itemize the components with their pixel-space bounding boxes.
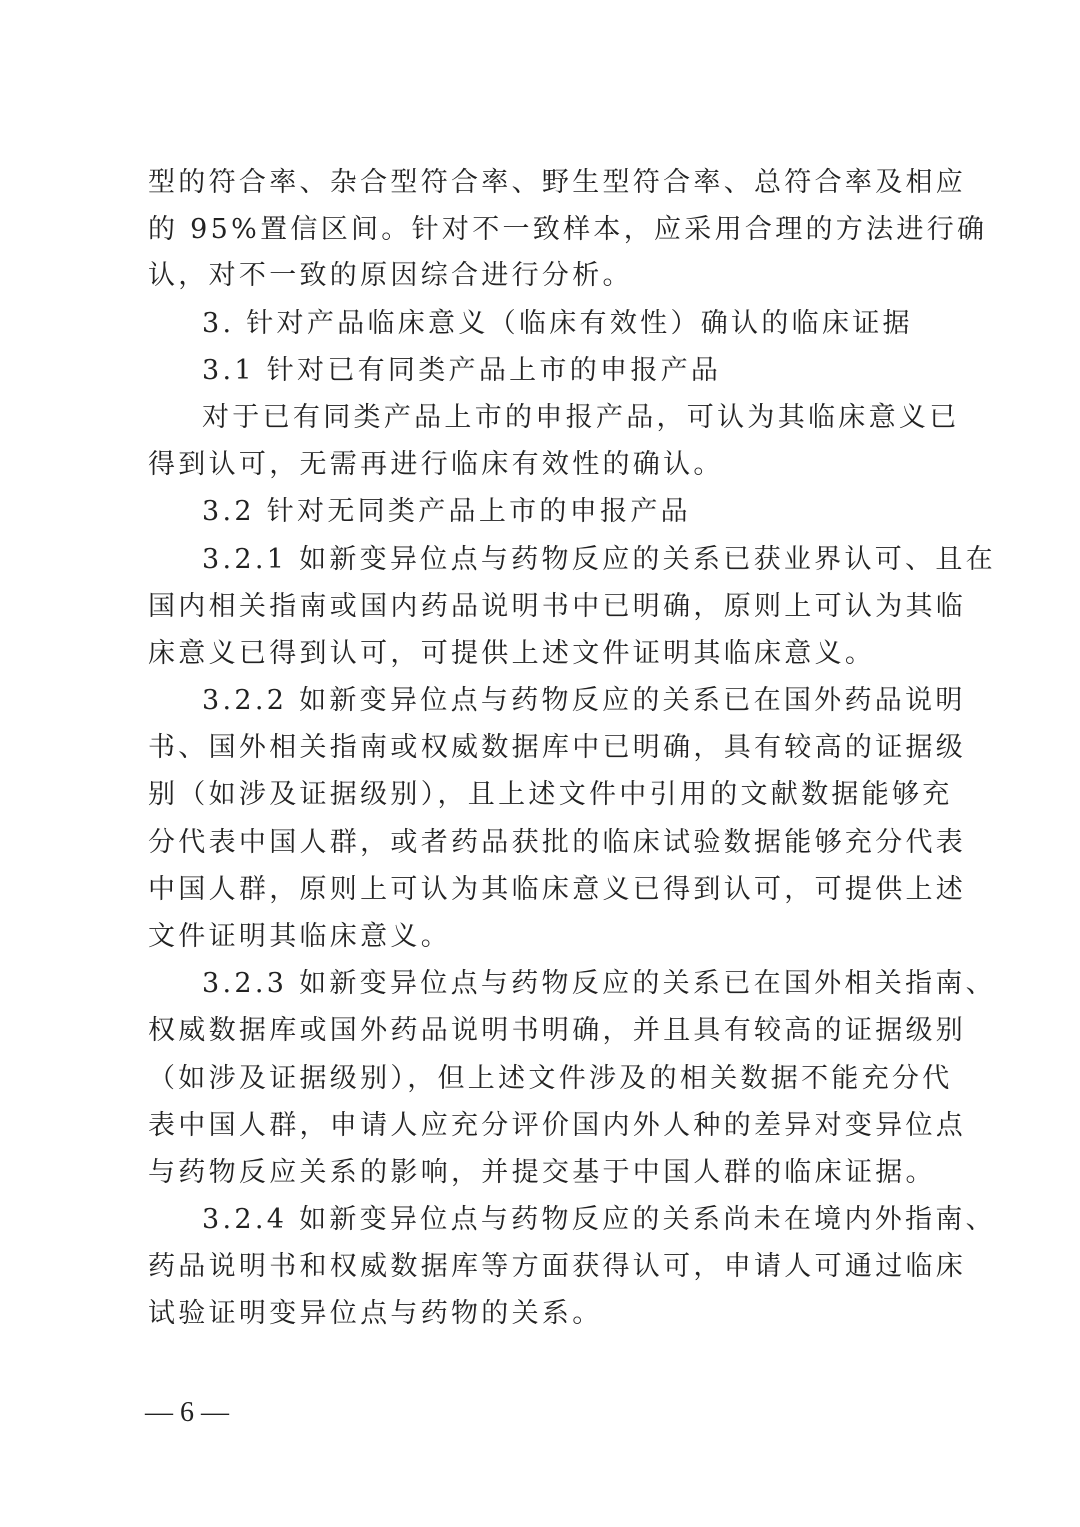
text-line: 中国人群，原则上可认为其临床意义已得到认可，可提供上述	[148, 874, 967, 905]
text-line: 对于已有同类产品上市的申报产品，可认为其临床意义已	[202, 402, 960, 433]
text-line: 与药物反应关系的影响，并提交基于中国人群的临床证据。	[148, 1157, 936, 1188]
text-line: 床意义已得到认可，可提供上述文件证明其临床意义。	[148, 638, 876, 669]
text-line: 书、国外相关指南或权威数据库中已明确，具有较高的证据级	[148, 732, 967, 763]
text-line: 表中国人群，申请人应充分评价国内外人种的差异对变异位点	[148, 1110, 967, 1141]
text-line: 得到认可，无需再进行临床有效性的确认。	[148, 449, 724, 480]
text-line: 药品说明书和权威数据库等方面获得认可，申请人可通过临床	[148, 1251, 967, 1282]
text-line: 3.2.1 如新变异位点与药物反应的关系已获业界认可、且在	[202, 544, 996, 575]
text-line: 3.2.4 如新变异位点与药物反应的关系尚未在境内外指南、	[202, 1204, 996, 1235]
subsection-heading: 3.1 针对已有同类产品上市的申报产品	[202, 355, 722, 386]
text-line: 的 95%置信区间。针对不一致样本，应采用合理的方法进行确	[148, 214, 988, 245]
text-line: 3.2.2 如新变异位点与药物反应的关系已在国外药品说明	[202, 685, 966, 716]
text-line: 国内相关指南或国内药品说明书中已明确，原则上可认为其临	[148, 591, 967, 622]
page-number: — 6 —	[145, 1397, 229, 1428]
text-line: 3.2.3 如新变异位点与药物反应的关系已在国外相关指南、	[202, 968, 996, 999]
subsection-heading: 3.2 针对无同类产品上市的申报产品	[202, 496, 691, 527]
text-line: 文件证明其临床意义。	[148, 921, 451, 952]
text-line: 权威数据库或国外药品说明书明确，并且具有较高的证据级别	[148, 1015, 967, 1046]
text-line: 试验证明变异位点与药物的关系。	[148, 1298, 603, 1329]
text-line: 型的符合率、杂合型符合率、野生型符合率、总符合率及相应	[148, 167, 967, 198]
text-line: 认，对不一致的原因综合进行分析。	[148, 260, 633, 291]
section-heading: 3. 针对产品临床意义（临床有效性）确认的临床证据	[202, 308, 913, 339]
text-line: 分代表中国人群，或者药品获批的临床试验数据能够充分代表	[148, 827, 967, 858]
text-line: 别（如涉及证据级别），且上述文件中引用的文献数据能够充	[148, 779, 953, 810]
text-line: （如涉及证据级别），但上述文件涉及的相关数据不能充分代	[148, 1063, 953, 1094]
